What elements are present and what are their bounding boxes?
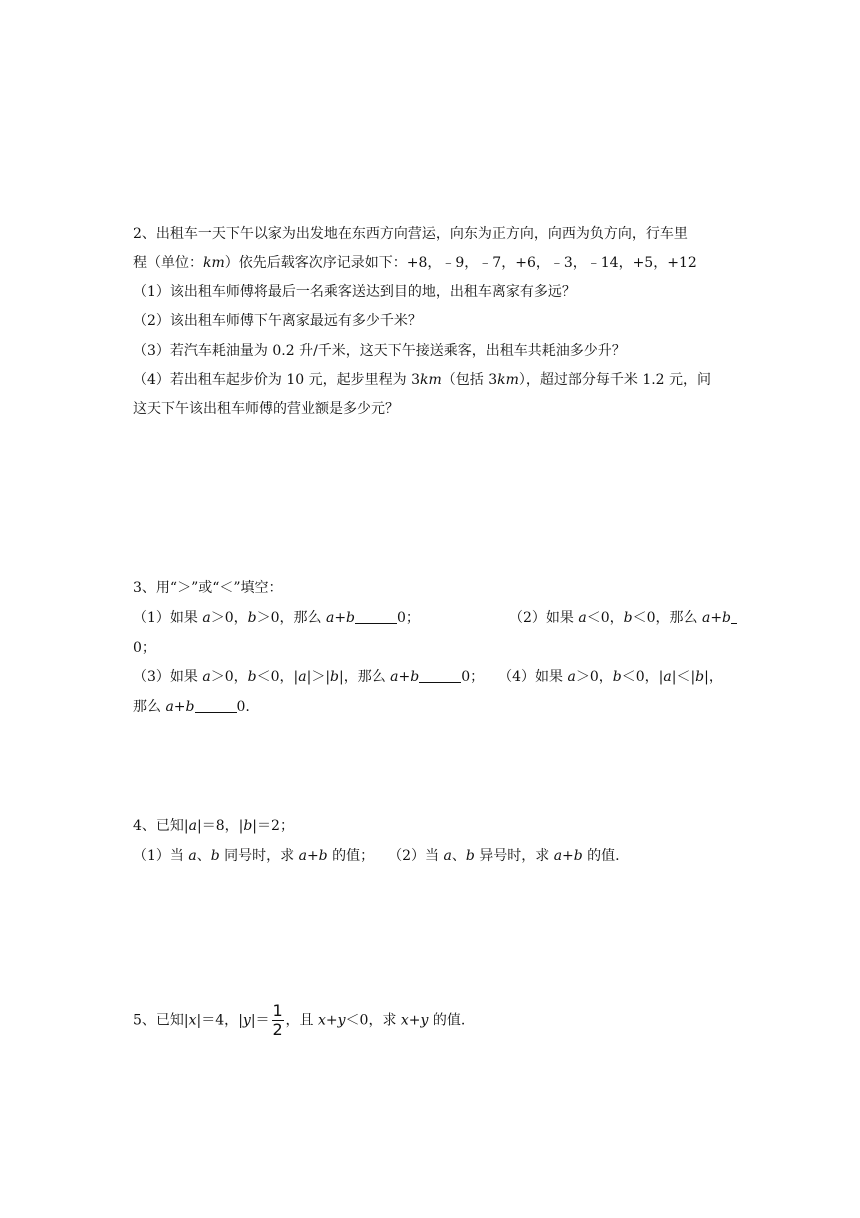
var-a: a <box>202 669 211 685</box>
q4-parts <box>133 846 620 866</box>
expr-a-plus-b: a+b <box>553 848 583 864</box>
abs-b: |b| <box>238 818 258 834</box>
q3-text: ＞0， <box>210 610 248 626</box>
q3-part-2-cont <box>133 638 156 658</box>
q4-text: 异号时，求 <box>474 848 554 864</box>
q4-text: 、 <box>196 848 211 864</box>
q2-part-4-text: （包括 3 <box>441 372 498 388</box>
q3-text: 0； <box>397 610 420 626</box>
answer-blank[interactable] <box>195 698 237 713</box>
var-b: b <box>247 610 257 626</box>
q2-part-4-text: ），超过部分每千米 1.2 元，问 <box>518 372 712 388</box>
q3-text: （2）如果 <box>509 610 579 626</box>
q3-text: ＞ <box>311 669 326 685</box>
q4-text: 的值； <box>327 848 375 864</box>
q5-text: 5、已知 <box>133 1012 184 1029</box>
var-b: b <box>465 848 475 864</box>
q5-text: ＝ <box>255 1012 270 1029</box>
q2-part-1-text: （1）该出租车师傅将最后一名乘客送达到目的地，出租车离家有多远？ <box>133 284 576 300</box>
expr-a-plus-b: a+b <box>165 699 195 715</box>
q2-part-2-text: （2）该出租车师傅下午离家最远有多少千米？ <box>133 313 422 329</box>
var-a: a <box>202 610 211 626</box>
var-b: b <box>247 669 257 685</box>
q4-text: 4、已知 <box>133 818 184 834</box>
q3-text: ＜0， <box>621 669 659 685</box>
q3-text: ＜0， <box>586 610 624 626</box>
q5-text: ＜0，求 <box>345 1012 401 1029</box>
q5-text: 的值. <box>428 1012 466 1029</box>
var-b: b <box>210 848 220 864</box>
q2-line-1 <box>133 224 688 244</box>
q3-text: （1）如果 <box>133 610 203 626</box>
answer-blank[interactable] <box>355 609 397 624</box>
expr-a-plus-b: a+b <box>298 848 328 864</box>
abs-y: |y| <box>238 1012 256 1029</box>
answer-blank[interactable] <box>419 668 461 683</box>
q3-part-1 <box>133 608 420 628</box>
fraction-denominator: 2 <box>272 1020 283 1039</box>
q3-part-4-cont <box>133 697 250 717</box>
q4-text: ＝8， <box>201 818 239 834</box>
expr-a-plus-b: a+b <box>325 610 356 626</box>
abs-a: |a| <box>293 669 312 685</box>
q3-text: ＞0， <box>575 669 613 685</box>
q3-text: 0； <box>461 669 485 685</box>
q2-part-4-text: 这天下午该出租车师傅的营业额是多少元？ <box>133 401 399 417</box>
abs-b: |b| <box>690 669 709 685</box>
unit-km: km <box>203 255 225 271</box>
q3-title <box>133 578 283 598</box>
q5-text: ，且 <box>285 1012 318 1029</box>
answer-blank[interactable] <box>731 609 737 624</box>
q3-text: ＞0， <box>210 669 248 685</box>
q2-text: 程（单位： <box>133 255 203 271</box>
q2-part-4 <box>133 370 711 390</box>
var-b: b <box>612 669 622 685</box>
q3-part-3 <box>133 667 723 687</box>
expr-x-plus-y: x+y <box>317 1012 346 1029</box>
q2-text: 2、出租车一天下午以家为出发地在东西方向营运，向东为正方向，向西为负方向，行车里 <box>133 226 688 242</box>
q3-text: 那么 <box>133 699 166 715</box>
q4-text: （1）当 <box>133 848 189 864</box>
q3-text: ＜0，那么 <box>632 610 702 626</box>
unit-km: km <box>497 372 519 388</box>
abs-a: |a| <box>658 669 677 685</box>
q3-text: ＞0，那么 <box>256 610 326 626</box>
var-a: a <box>188 848 197 864</box>
q2-line-2 <box>133 253 697 273</box>
q4-text: ＝2； <box>257 818 294 834</box>
q2-part-4-cont <box>133 399 399 419</box>
q2-part-1 <box>133 282 576 302</box>
var-a: a <box>567 669 576 685</box>
q3-part-2 <box>509 608 737 628</box>
q2-part-4-text: （4）若出租车起步价为 10 元，起步里程为 3 <box>133 372 420 388</box>
expr-a-plus-b: a+b <box>390 669 420 685</box>
q3-text: （4）如果 <box>498 669 568 685</box>
abs-a: |a| <box>183 818 202 834</box>
q4-title <box>133 816 294 836</box>
q3-text: 0. <box>236 699 250 715</box>
var-a: a <box>443 848 452 864</box>
q3-text: ＜0， <box>256 669 294 685</box>
abs-b: |b| <box>325 669 344 685</box>
expr-x-plus-y: x+y <box>400 1012 429 1029</box>
q3-text: ，那么 <box>343 669 391 685</box>
q3-text: ， <box>708 669 723 685</box>
q2-records: ）依先后载客次序记录如下：+8，﹣9，﹣7，+6，﹣3，﹣14，+5，+12 <box>224 255 697 271</box>
q2-part-3-text: （3）若汽车耗油量为 0.2 升/千米，这天下午接送乘客，出租车共耗油多少升？ <box>133 343 626 359</box>
q3-text: ＜ <box>676 669 691 685</box>
fraction-one-half <box>272 1002 284 1039</box>
q4-text: 、 <box>451 848 466 864</box>
q4-text: （2）当 <box>388 848 444 864</box>
q4-text: 同号时，求 <box>219 848 299 864</box>
q2-part-3 <box>133 341 626 361</box>
var-b: b <box>623 610 633 626</box>
fraction-numerator: 1 <box>272 1001 283 1020</box>
q3-title-text: 3、用“＞”或“＜”填空： <box>133 580 283 596</box>
var-a: a <box>578 610 587 626</box>
q3-text: 0； <box>133 640 156 656</box>
q5-text: ＝4， <box>201 1012 239 1029</box>
q5 <box>133 1002 465 1039</box>
q3-text: （3）如果 <box>133 669 203 685</box>
expr-a-plus-b: a+b <box>701 610 732 626</box>
abs-x: |x| <box>183 1012 202 1029</box>
q4-text: 的值. <box>582 848 620 864</box>
q2-part-2 <box>133 311 422 331</box>
unit-km: km <box>419 372 442 388</box>
